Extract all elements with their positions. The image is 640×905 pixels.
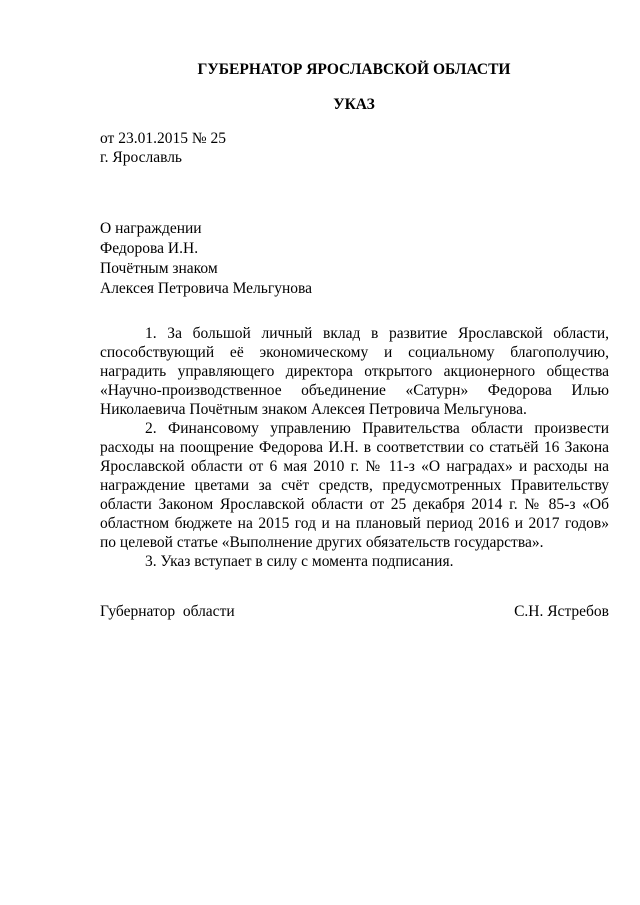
subject-line: О награждении [100, 220, 202, 237]
subject-line: Федорова И.Н. [100, 240, 199, 257]
signatory-name: С.Н. Ястребов [514, 603, 609, 620]
signatory-position: Губернатор области [100, 603, 235, 620]
document-authority: ГУБЕРНАТОР ЯРОСЛАВСКОЙ ОБЛАСТИ [197, 61, 511, 78]
subject-line: Почётным знаком [100, 260, 218, 277]
paragraph-2: 2. Финансовому управлению Правительства области произвести расходы на поощрение Федорова И.Н. в соответствии со статьёй 16 Закона Ярославской области от 6 мая 2010 г. № 11-з «О наградах» и расходы на награждение цветами за счёт средств, предусмотренных Правительству области Законом Ярославской области от 25 декабря 2014 г. № 85-з «Об областном бюджете на 2015 год и на плановый период 2016 и 2017 годов» по целевой статье «Выполнение других обязательств государства». [100, 420, 609, 551]
date-number: от 23.01.2015 № 25 [100, 130, 226, 147]
document-subject [100, 220, 312, 300]
subject-line: Алексея Петровича Мельгунова [100, 280, 313, 297]
document-body [100, 324, 609, 571]
document-meta [100, 130, 226, 167]
paragraph-3: 3. Указ вступает в силу с момента подписания. [145, 553, 454, 570]
city: г. Ярославль [100, 148, 182, 166]
paragraph-1: 1. За большой личный вклад в развитие Ярославской области, способствующий её экономическому и социальному благополучию, наградить управляющего директора открытого акционерного общества «Научно-производственное объединение «Сатурн» Федорова Илью Николаевича Почётным знаком Алексея Петровича Мельгунова. [100, 325, 609, 418]
document-type: УКАЗ [333, 96, 375, 113]
